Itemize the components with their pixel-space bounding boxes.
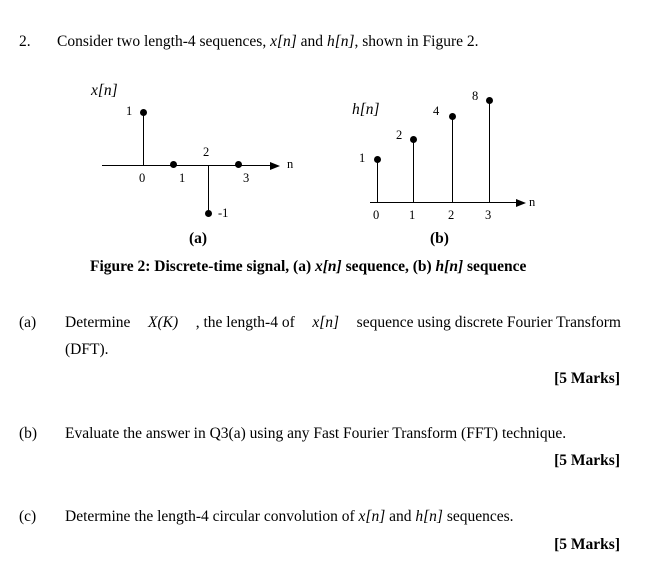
part-b-label: (b) [19, 425, 38, 442]
part-c-pre: Determine the length-4 circular convolution of [65, 508, 359, 525]
stem-text-pre: Consider two length-4 sequences, [57, 33, 271, 50]
figure-a-axis-label: n [287, 157, 294, 171]
question-number: 2. [19, 33, 31, 50]
tick-label-x3: 3 [243, 171, 250, 185]
tick-label-h1: 1 [409, 208, 416, 222]
x-symbol: x[n] [270, 33, 297, 50]
sample-point-h3 [486, 97, 493, 104]
tick-label-h3: 3 [485, 208, 492, 222]
figure-b-ylabel: h[n] [352, 101, 380, 118]
part-a-label: (a) [19, 314, 37, 331]
figure-caption [90, 258, 526, 276]
sample-point-h2 [449, 113, 456, 120]
tick-label-x0: 0 [139, 171, 146, 185]
caption-mid: sequence, (b) [341, 258, 436, 275]
caption-x-symbol: x[n] [314, 258, 342, 275]
part-c-post: sequences. [442, 508, 514, 525]
part-a-word-determine: Determine [65, 314, 131, 331]
caption-post: sequence [463, 258, 527, 275]
value-label-h3: 8 [472, 89, 479, 103]
tick-label-x1: 1 [179, 171, 186, 185]
sample-point-x3 [235, 161, 242, 168]
part-c-marks: [5 Marks] [554, 536, 620, 553]
tick-label-x2: 2 [203, 145, 210, 159]
tick-label-h2: 2 [448, 208, 455, 222]
part-a-X-symbol: X(K) [148, 314, 179, 331]
stem-x2 [208, 165, 209, 213]
sample-point-h0 [374, 156, 381, 163]
part-c-text [65, 508, 514, 526]
stem-h2 [452, 117, 453, 202]
figure-b-axis-arrow [516, 199, 526, 207]
part-a-text-mid: , the length-4 of [195, 314, 295, 331]
part-a-text-post: sequence using discrete Fourier Transform [356, 314, 621, 331]
sample-point-x1 [170, 161, 177, 168]
sample-point-h1 [410, 136, 417, 143]
part-b-text: Evaluate the answer in Q3(a) using any Fast Fourier Transform (FFT) technique. [65, 425, 567, 442]
stem-text-post: , shown in Figure 2. [354, 33, 479, 50]
figure-a-axis [102, 165, 272, 166]
part-a-line2: (DFT). [65, 341, 109, 358]
value-label-x0: 1 [126, 104, 133, 118]
sample-point-x0 [140, 109, 147, 116]
question-stem [57, 33, 479, 51]
caption-h-symbol: h[n] [435, 258, 464, 275]
value-label-h0: 1 [359, 151, 366, 165]
stem-h3 [489, 101, 490, 202]
part-a-marks: [5 Marks] [554, 370, 620, 387]
tick-label-h0: 0 [373, 208, 380, 222]
sample-point-x2 [205, 210, 212, 217]
stem-h1 [413, 140, 414, 202]
figure-a-sublabel: (a) [189, 230, 208, 247]
part-c-x-symbol: x[n] [358, 508, 386, 525]
stem-x0 [143, 113, 144, 165]
figure-a-axis-arrow [270, 162, 280, 170]
figure-a-ylabel: x[n] [91, 82, 118, 99]
stem-h0 [377, 160, 378, 202]
value-label-x2: -1 [218, 206, 229, 220]
value-label-h1: 2 [396, 128, 403, 142]
h-symbol: h[n] [326, 33, 355, 50]
figure-b-axis-label: n [529, 195, 536, 209]
part-a-line1 [65, 314, 621, 332]
part-c-and: and [385, 508, 416, 525]
part-a-x-symbol: x[n] [312, 314, 340, 331]
caption-pre: Figure 2: Discrete-time signal, (a) [90, 258, 315, 275]
value-label-h2: 4 [433, 104, 440, 118]
figure-b-sublabel: (b) [430, 230, 449, 247]
part-c-label: (c) [19, 508, 37, 525]
part-c-h-symbol: h[n] [415, 508, 443, 525]
figure-b-axis [370, 202, 520, 203]
stem-and: and [296, 33, 327, 50]
part-b-marks: [5 Marks] [554, 452, 620, 469]
